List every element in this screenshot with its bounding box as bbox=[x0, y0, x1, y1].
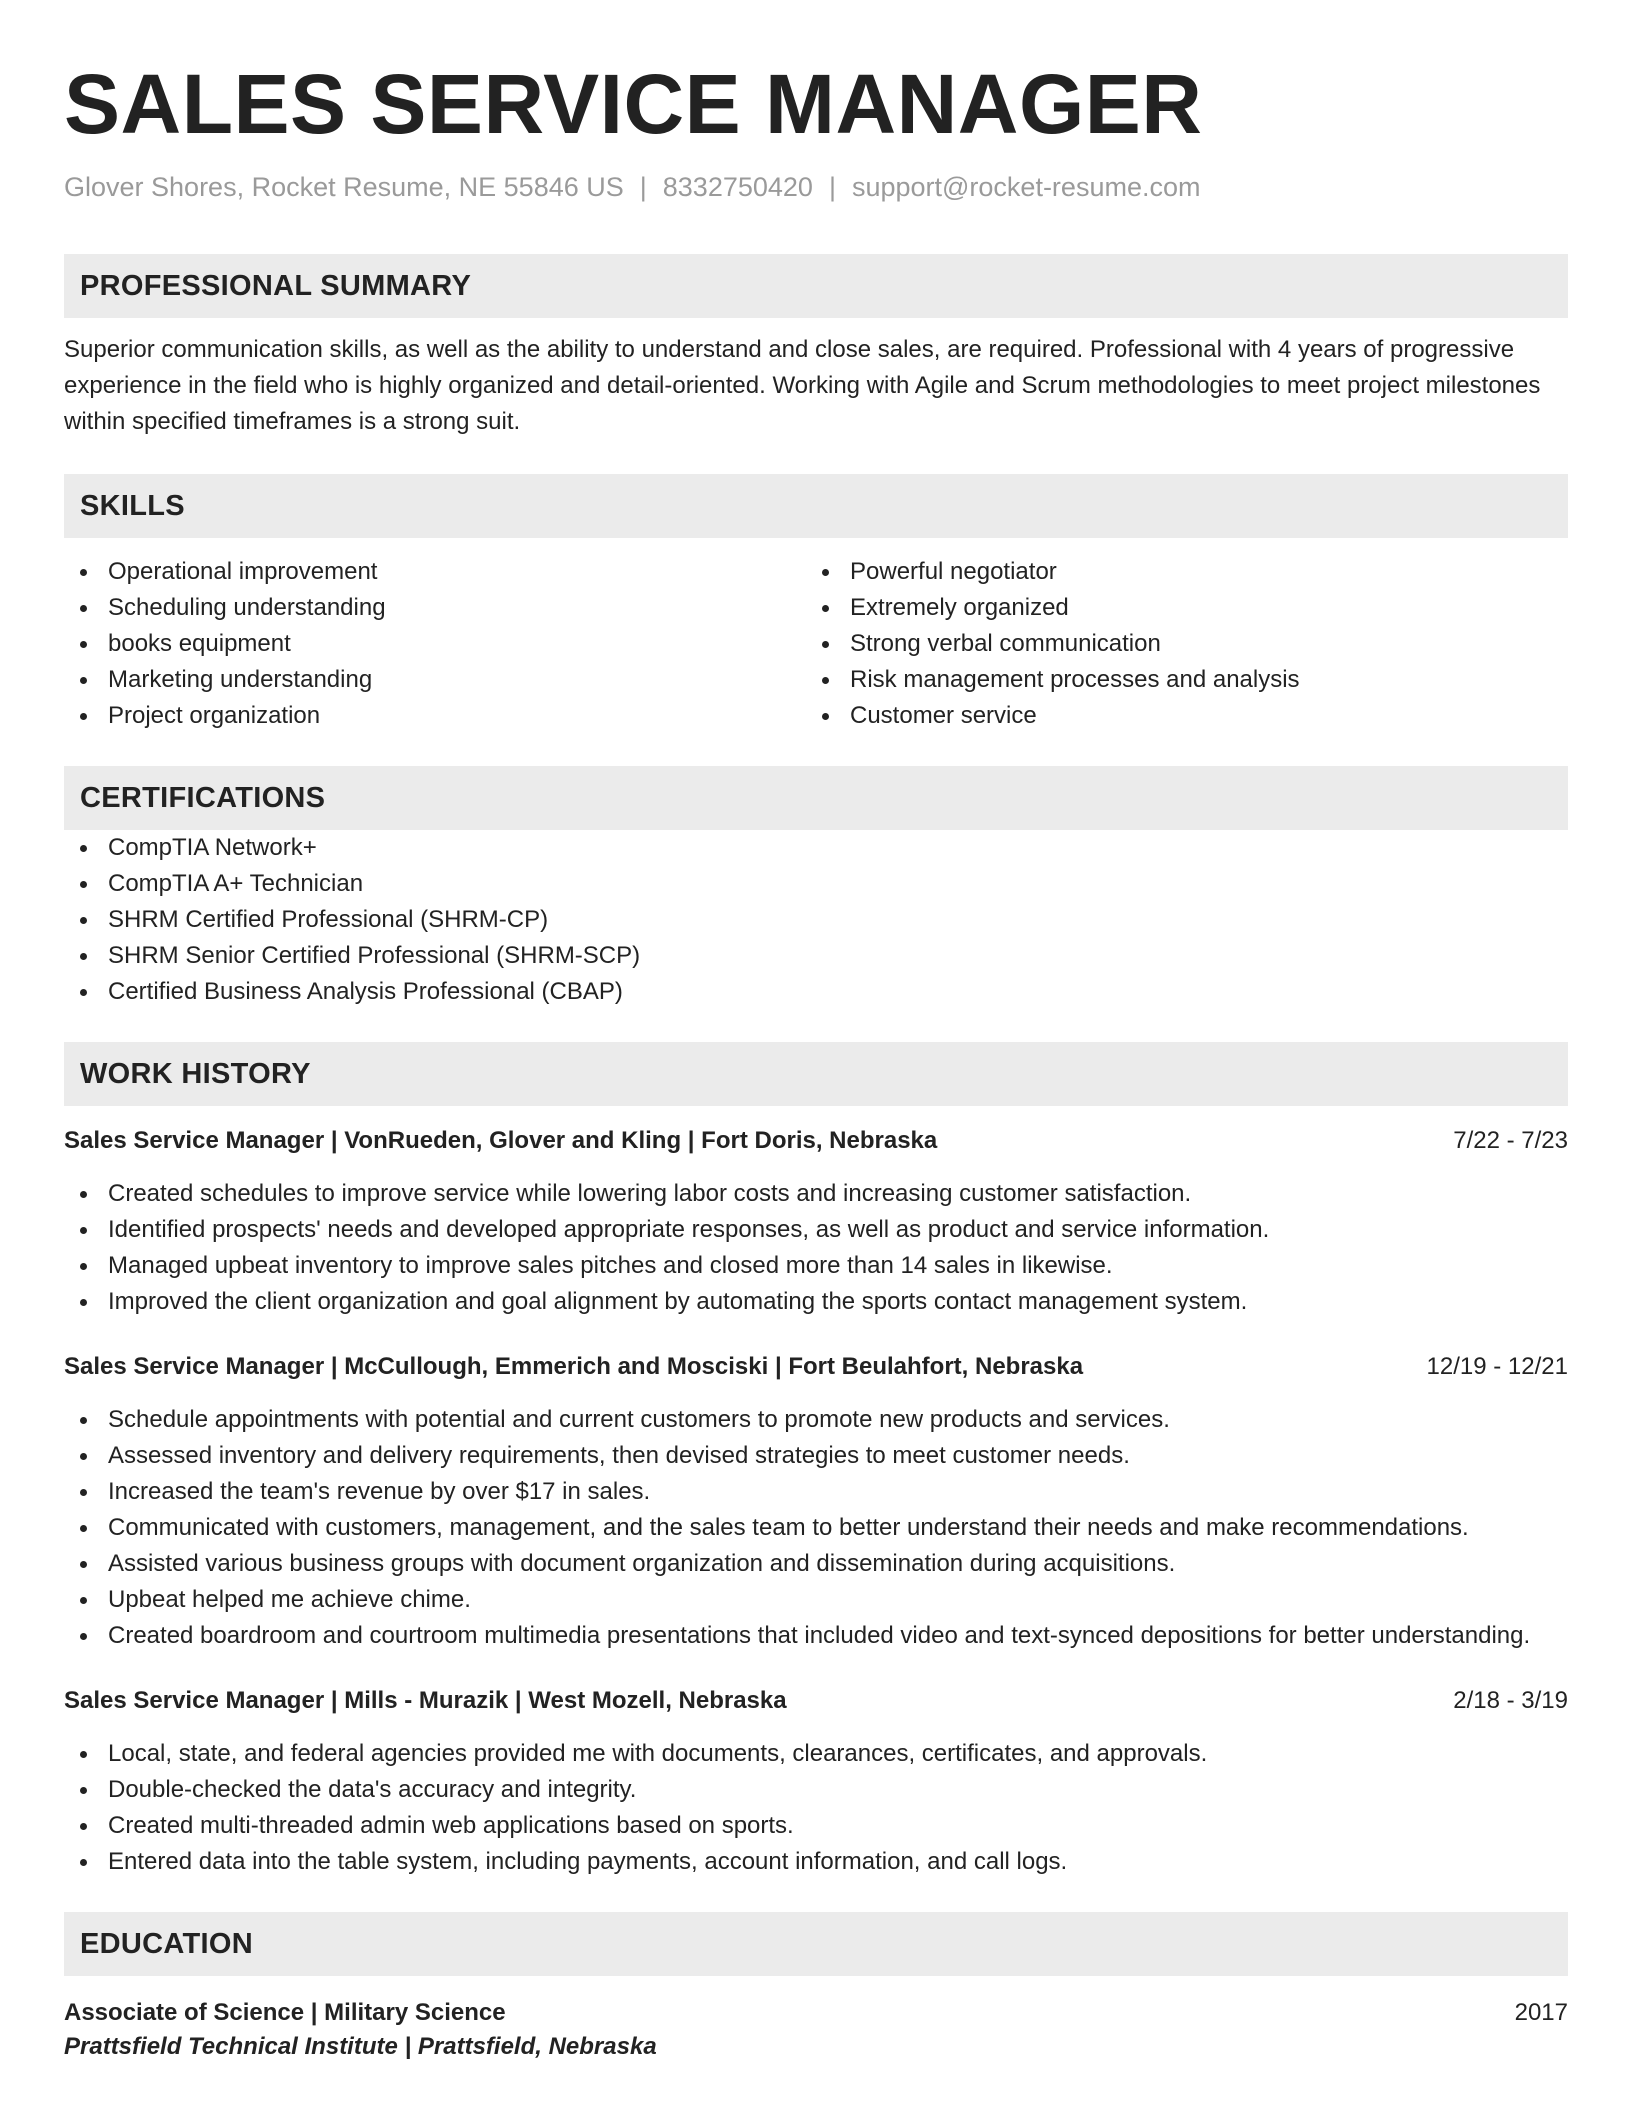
job-bullet: Double-checked the data's accuracy and integrity. bbox=[64, 1772, 1568, 1808]
summary-text: Superior communication skills, as well as the ability to understand and close sales, are required. Professional with 4 years of progressive experience in the field who is highly organized and detail-oriented. Working with Agile and Scrum methodologies to meet project milestones within specified timeframes is a strong suit. bbox=[64, 336, 1541, 435]
resume-title: SALES SERVICE MANAGER bbox=[64, 57, 1203, 151]
job-bullet: Managed upbeat inventory to improve sales pitches and closed more than 14 sales in likewise. bbox=[64, 1248, 1568, 1284]
job-bullets bbox=[64, 1736, 1568, 1880]
job-bullet: Schedule appointments with potential and current customers to promote new products and services. bbox=[64, 1402, 1568, 1438]
job-bullet: Created multi-threaded admin web applications based on sports. bbox=[64, 1808, 1568, 1844]
job-bullet: Created schedules to improve service while lowering labor costs and increasing customer satisfaction. bbox=[64, 1176, 1568, 1212]
skills-column-right bbox=[806, 554, 1548, 734]
section-header-summary: PROFESSIONAL SUMMARY bbox=[64, 254, 1568, 318]
certification-item: SHRM Senior Certified Professional (SHRM-SCP) bbox=[64, 938, 1568, 974]
job-bullet: Created boardroom and courtroom multimedia presentations that included video and text-synced depositions for better understanding. bbox=[64, 1618, 1568, 1654]
job-title-row bbox=[64, 1124, 1568, 1158]
section-header-education: EDUCATION bbox=[64, 1912, 1568, 1976]
job-entry bbox=[64, 1684, 1568, 1880]
skill-item: Customer service bbox=[806, 698, 1548, 734]
contact-email: support@rocket-resume.com bbox=[851, 172, 1201, 202]
skills-column-left bbox=[64, 554, 806, 734]
certification-item: SHRM Certified Professional (SHRM-CP) bbox=[64, 902, 1568, 938]
job-dates: 12/19 - 12/21 bbox=[1426, 1353, 1568, 1380]
job-title-row bbox=[64, 1350, 1568, 1384]
contact-address: Glover Shores, Rocket Resume, NE 55846 US bbox=[64, 172, 624, 202]
skill-item: Project organization bbox=[64, 698, 806, 734]
skill-item: Scheduling understanding bbox=[64, 590, 806, 626]
job-entry bbox=[64, 1350, 1568, 1654]
skill-item: Strong verbal communication bbox=[806, 626, 1548, 662]
skills-list bbox=[64, 554, 1568, 734]
skill-item: Operational improvement bbox=[64, 554, 806, 590]
certification-item: CompTIA A+ Technician bbox=[64, 866, 1568, 902]
contact-line bbox=[64, 170, 1568, 204]
contact-separator: | bbox=[828, 172, 836, 202]
section-header-skills: SKILLS bbox=[64, 474, 1568, 538]
contact-phone: 8332750420 bbox=[662, 172, 813, 202]
skill-item: Marketing understanding bbox=[64, 662, 806, 698]
job-dates: 2/18 - 3/19 bbox=[1453, 1687, 1568, 1714]
skill-item: Powerful negotiator bbox=[806, 554, 1548, 590]
resume-page bbox=[64, 0, 1568, 2064]
section-header-certifications: CERTIFICATIONS bbox=[64, 766, 1568, 830]
job-bullet: Upbeat helped me achieve chime. bbox=[64, 1582, 1568, 1618]
job-bullet: Assisted various business groups with document organization and dissemination during acquisitions. bbox=[64, 1546, 1568, 1582]
certification-item: CompTIA Network+ bbox=[64, 830, 1568, 866]
job-title: Sales Service Manager | Mills - Murazik | West Mozell, Nebraska bbox=[64, 1687, 787, 1714]
job-bullets bbox=[64, 1176, 1568, 1320]
job-dates: 7/22 - 7/23 bbox=[1453, 1127, 1568, 1154]
job-title-row bbox=[64, 1684, 1568, 1718]
skill-item: books equipment bbox=[64, 626, 806, 662]
skill-item: Risk management processes and analysis bbox=[806, 662, 1548, 698]
job-title: Sales Service Manager | McCullough, Emmerich and Mosciski | Fort Beulahfort, Nebraska bbox=[64, 1353, 1084, 1380]
education-school: Prattsfield Technical Institute | Prattsfield, Nebraska bbox=[64, 2033, 657, 2060]
section-header-work-history: WORK HISTORY bbox=[64, 1042, 1568, 1106]
job-title: Sales Service Manager | VonRueden, Glover and Kling | Fort Doris, Nebraska bbox=[64, 1127, 938, 1154]
job-bullet: Identified prospects' needs and developed appropriate responses, as well as product and service information. bbox=[64, 1212, 1568, 1248]
education-year: 2017 bbox=[1514, 1999, 1568, 2026]
job-bullet: Improved the client organization and goal alignment by automating the sports contact management system. bbox=[64, 1284, 1568, 1320]
job-bullet: Entered data into the table system, including payments, account information, and call logs. bbox=[64, 1844, 1568, 1880]
contact-separator: | bbox=[639, 172, 647, 202]
job-bullet: Increased the team's revenue by over $17 in sales. bbox=[64, 1474, 1568, 1510]
job-bullet: Communicated with customers, management, and the sales team to better understand their needs and make recommendations. bbox=[64, 1510, 1568, 1546]
education-degree: Associate of Science | Military Science bbox=[64, 1999, 506, 2026]
certification-item: Certified Business Analysis Professional (CBAP) bbox=[64, 974, 1568, 1010]
job-bullet: Local, state, and federal agencies provided me with documents, clearances, certificates, and approvals. bbox=[64, 1736, 1568, 1772]
skill-item: Extremely organized bbox=[806, 590, 1548, 626]
job-bullet: Assessed inventory and delivery requirements, then devised strategies to meet customer needs. bbox=[64, 1438, 1568, 1474]
job-entry bbox=[64, 1124, 1568, 1320]
certifications-list bbox=[64, 830, 1568, 1010]
job-bullets bbox=[64, 1402, 1568, 1654]
education-row bbox=[64, 1996, 1568, 2030]
